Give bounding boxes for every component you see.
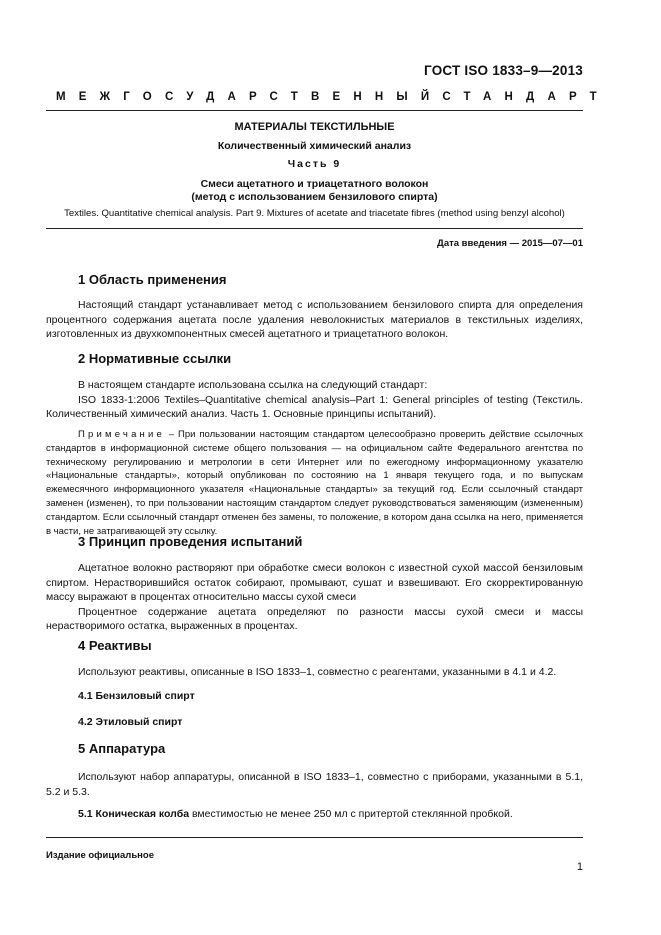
section-5-heading: 5 Аппаратура [78, 741, 166, 756]
banner-word-1: МЕЖГОСУДАРСТВЕННЫЙ [56, 91, 443, 103]
title-topic-line1: Смеси ацетатного и триацетатного волокон [200, 178, 429, 190]
section-3-paragraph-1: Ацетатное волокно растворяют при обработке смеси волокон с известной сухой массой бензиловым спиртом. Нерастворившийся остаток собирают, промывают, сушат и взвешивают. Его скорректированную массу выражают в процентах относительно массы сухой смеси [46, 562, 583, 604]
title-topic-line2: (метод с использованием бензилового спирта) [191, 191, 438, 203]
interstate-standard-banner [56, 91, 610, 103]
section-2-line1: В настоящем стандарте использована ссылка на следующий стандарт: [78, 379, 428, 391]
section-4-item-2: 4.2 Этиловый спирт [78, 716, 183, 728]
section-5-item-1-text: вместимостью не менее 250 мл с притертой стеклянной пробкой. [189, 808, 513, 820]
header-rule [46, 110, 583, 111]
section-1-text [46, 298, 583, 342]
section-3-text [46, 561, 583, 634]
title-english: Textiles. Quantitative chemical analysis. Part 9. Mixtures of acetate and triacetate fibres (method using benzyl alcohol) [64, 208, 565, 219]
banner-word-2: СТАНДАРТ [442, 91, 610, 103]
section-5-text [46, 770, 583, 799]
section-2-line2: ISO 1833-1:2006 Textiles–Quantitative chemical analysis–Part 1: General principles of testing (Текстиль. Количественный химический анализ. Часть 1. Основные принципы испытаний). [46, 393, 583, 421]
note-text: – При пользовании настоящим стандартом целесообразно проверить действие ссылочных стандартов в информационной системе общего пользования — на официальном сайте Федерального агентства по техническому регулированию и метрологии в сети Интернет или по ежегодному информационному указателю «Национальные стандарты», который опубликован по состоянию на 1 января текущего года, и по выпускам ежемесячного информационного указателя «Национальные стандарты» за текущий год. Если ссылочный стандарт заменен (изменен), то при пользовании настоящим стандартом следует руководствоваться заменяющим (измененным) стандартом. Если ссылочный стандарт отменен без замены, то положение, в котором дана ссылка на него, применяется в части, не затрагивающей эту ссылку. [46, 429, 583, 537]
footer-rule [46, 837, 583, 838]
title-rule [46, 228, 583, 229]
section-5-paragraph: Используют набор аппаратуры, описанной в ISO 1833–1, совместно с приборами, указанными в 5.1, 5.2 и 5.3. [46, 771, 583, 798]
section-1-paragraph: Настоящий стандарт устанавливает метод с использованием бензилового спирта для определения процентного содержания ацетата после удаления неволокнистых материалов в текстильных изделиях, изготовленных из двухкомпонентных смесей ацетатного и триацетатного волокон. [46, 299, 583, 341]
section-3-heading: 3 Принцип проведения испытаний [78, 534, 303, 549]
section-2-text [46, 378, 583, 422]
title-main: МАТЕРИАЛЫ ТЕКСТИЛЬНЫЕ [234, 121, 395, 133]
section-4-heading: 4 Реактивы [78, 638, 152, 653]
introduction-date: Дата введения — 2015—07—01 [437, 238, 583, 249]
standard-id: ГОСТ ISO 1833–9—2013 [424, 63, 583, 78]
section-3-paragraph-2: Процентное содержание ацетата определяют по разности массы сухой смеси и массы нерастворимого остатка, выраженных в процентах. [46, 605, 583, 633]
section-5-item-1-title: 5.1 Коническая колба [78, 808, 190, 820]
note-label: Примечание [78, 429, 165, 440]
section-1-heading: 1 Область применения [78, 272, 227, 287]
official-edition-label: Издание официальное [46, 850, 154, 861]
section-2-note [46, 428, 583, 538]
section-5-item-1 [78, 808, 513, 820]
section-4-text: Используют реактивы, описанные в ISO 1833–1, совместно с реагентами, указанными в 4.1 и 4.2. [78, 666, 557, 678]
title-part: Часть 9 [287, 158, 342, 170]
page-number: 1 [576, 861, 583, 873]
section-2-heading: 2 Нормативные ссылки [78, 351, 232, 366]
section-4-item-1: 4.1 Бензиловый спирт [78, 690, 195, 702]
title-sub: Количественный химический анализ [217, 140, 412, 152]
